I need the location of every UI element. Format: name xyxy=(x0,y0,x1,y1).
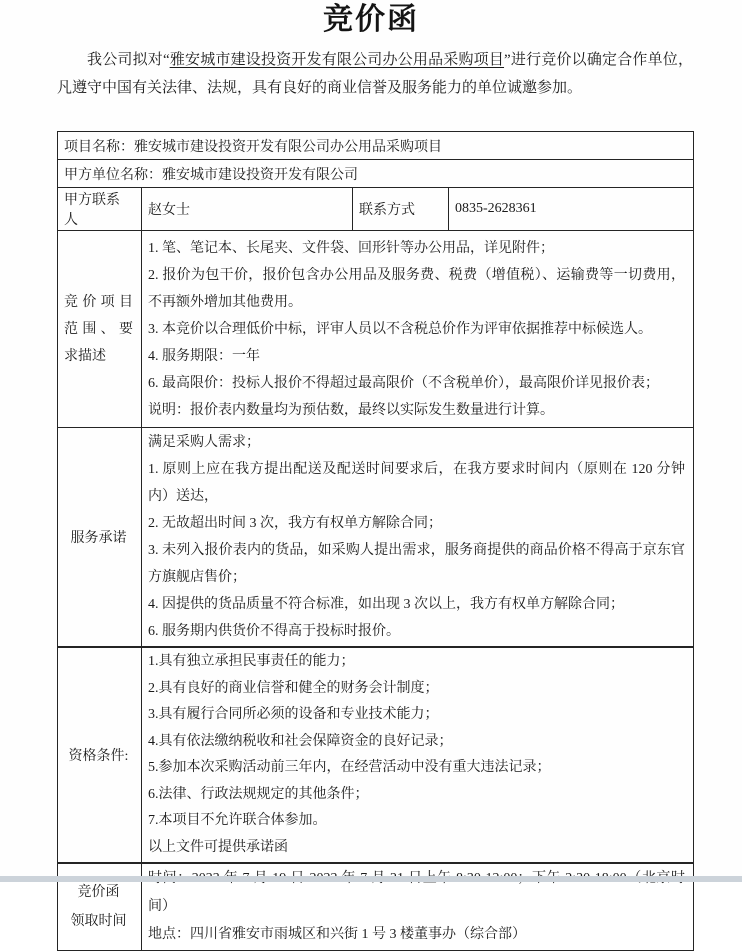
pickup-label-line1: 竞价函 xyxy=(77,885,120,900)
content-line: 2.具有良好的商业信誉和健全的财务会计制度； xyxy=(148,680,439,696)
contact-phone: 0835-2628361 xyxy=(449,188,694,231)
intro-suffix: ”进行竞价以确定合作单位，凡遵守中国有关法律、法规，具有良好的商业信誉及服务能力的单位诚邀参加。 xyxy=(57,52,693,96)
content-line: 7.本项目不允许联合体参加。 xyxy=(148,813,327,828)
contact-row xyxy=(58,188,694,231)
pickup-place-text: 地点：四川省雅安市雨城区和兴街 1 号 3 楼董事办（综合部） xyxy=(148,927,526,942)
scope-content xyxy=(142,231,694,428)
content-line: 4. 服务期限：一年 xyxy=(148,348,260,364)
qualification-row xyxy=(58,647,694,863)
project-name-cell: 项目名称：雅安城市建设投资开发有限公司办公用品采购项目 xyxy=(58,132,694,160)
pickup-time-text: 间） xyxy=(148,899,176,914)
content-line: 满足采购人需求； xyxy=(148,435,260,450)
contact-label: 甲方联系人 xyxy=(58,188,142,231)
party-a-row xyxy=(58,160,694,188)
bid-info-table xyxy=(57,131,694,951)
content-line: 4.具有依法缴纳税收和社会保障资金的良好记录； xyxy=(148,733,453,749)
content-line: 以上文件可提供承诺函 xyxy=(148,839,288,855)
pickup-label-line2: 领取时间 xyxy=(70,914,127,929)
scope-row xyxy=(58,231,694,428)
content-line: 6.法律、行政法规规定的其他条件； xyxy=(148,786,369,802)
content-line: 1. 原则上应在我方提出配送及配送时间要求后，在我方要求时间内（原则在 120 分钟内）送达， xyxy=(148,462,685,504)
party-a-name-cell: 甲方单位名称：雅安城市建设投资开发有限公司 xyxy=(58,160,694,188)
service-label: 服务承诺 xyxy=(58,428,142,648)
qualification-content xyxy=(142,647,694,863)
qualification-label: 资格条件: xyxy=(58,647,142,863)
project-name-underlined: 雅安城市建设投资开发有限公司办公用品采购项目 xyxy=(169,52,505,68)
content-line: 说明：报价表内数量均为预估数，最终以实际发生数量进行计算。 xyxy=(148,402,554,418)
page-bottom-shadow xyxy=(0,876,742,882)
content-line: 4. 因提供的货品质量不符合标准，如出现 3 次以上，我方有权单方解除合同； xyxy=(148,597,624,612)
intro-prefix: 我公司拟对“ xyxy=(87,52,170,68)
content-line: 6. 最高限价：投标人报价不得超过最高限价（不含税单价），最高限价详见报价表； xyxy=(148,375,659,391)
contact-method-label: 联系方式 xyxy=(353,188,449,231)
project-name-row xyxy=(58,132,694,160)
service-row xyxy=(58,428,694,648)
content-line: 1. 笔、笔记本、长尾夹、文件袋、回形针等办公用品，详见附件； xyxy=(148,240,554,256)
content-line: 2. 无故超出时间 3 次，我方有权单方解除合同； xyxy=(148,516,442,531)
content-line: 3. 未列入报价表内的货品，如采购人提出需求，服务商提供的商品价格不得高于京东官方旗舰店售价； xyxy=(148,543,685,585)
content-line: 3. 本竞价以合理低价中标，评审人员以不含税总价作为评审依据推荐中标候选人。 xyxy=(148,321,652,337)
content-line: 2. 报价为包干价，报价包含办公用品及服务费、税费（增值税）、运输费等一切费用，不再额外增加其他费用。 xyxy=(148,267,685,310)
service-content xyxy=(142,428,694,648)
content-line: 5.参加本次采购活动前三年内，在经营活动中没有重大违法记录； xyxy=(148,760,551,775)
intro-paragraph xyxy=(57,47,693,102)
document-title: 竞价函 xyxy=(323,3,419,36)
content-line: 3.具有履行合同所必须的设备和专业技术能力； xyxy=(148,707,439,722)
content-line: 1.具有独立承担民事责任的能力； xyxy=(148,654,355,669)
content-line: 6. 服务期内供货价不得高于投标时报价。 xyxy=(148,624,400,639)
scope-label: 竞价项目范围、要求描述 xyxy=(58,231,142,428)
contact-name: 赵女士 xyxy=(142,188,353,231)
